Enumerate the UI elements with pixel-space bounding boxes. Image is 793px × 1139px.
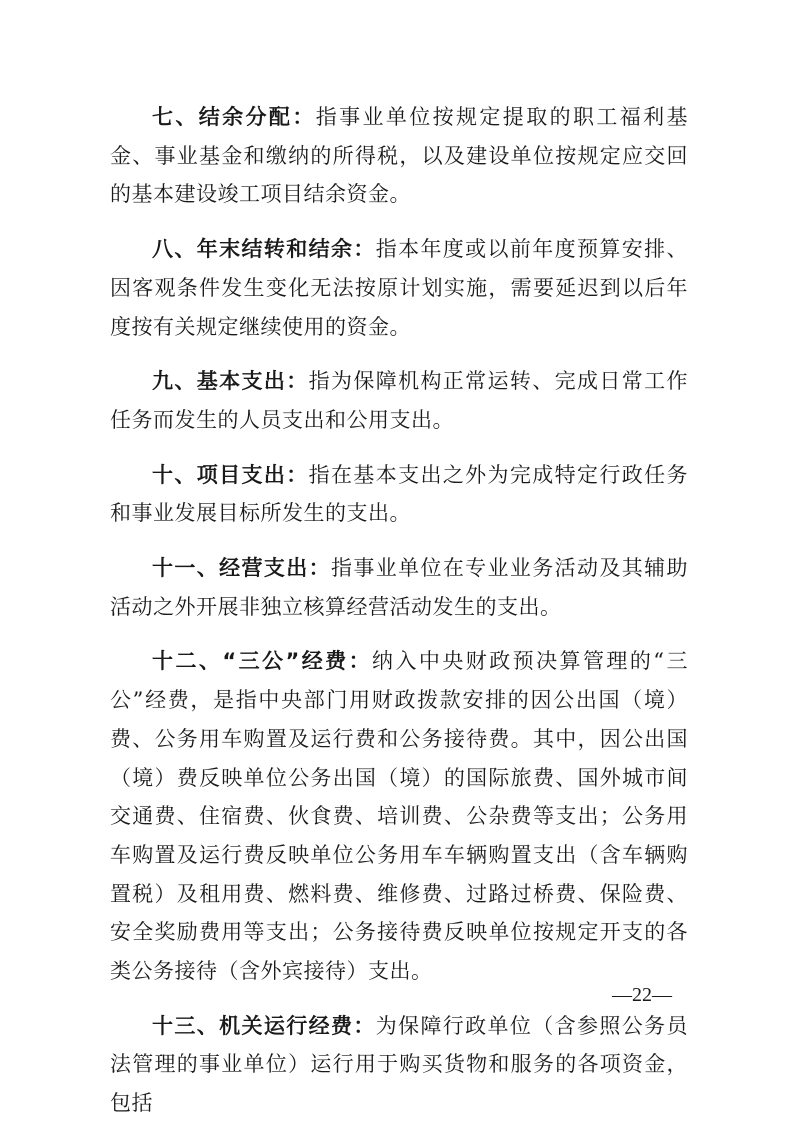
term-heading: 十、项目支出： — [152, 462, 309, 487]
term-heading: 七、结余分配： — [152, 105, 316, 129]
term-definition: 指事业单位在专业业务活动及其辅助活动之外开展非独立核算经营活动发生的支出。 — [110, 556, 689, 619]
term-heading: 十二、“三公”经费： — [152, 649, 373, 674]
term-definition: 纳入中央财政预决算管理的“三公”经费，是指中央部门用财政拨款安排的因公出国（境）费、公务用车购置及运行费和公务接待费。其中，因公出国（境）费反映单位公务出国（境）的国际旅费、国外城市间交通费、住宿费、伙食费、培训费、公杂费等支出；公务用车购置及运行费反映单位公务用车车辆购置支出（含车辆购置税）及租用费、燃料费、维修费、过路过桥费、保险费、安全奖励费用等支出；公务接待费反映单位按规定开支的各类公务接待（含外宾接待）支出。 — [110, 649, 688, 984]
term-definition: 指为保障机构正常运转、完成日常工作任务而发生的人员支出和公用支出。 — [110, 369, 689, 432]
paragraph-year-end-carryover — [110, 230, 688, 346]
page-number: —22— — [612, 984, 672, 1006]
document-body — [110, 98, 688, 1139]
term-heading: 八、年末结转和结余： — [152, 237, 376, 262]
paragraph-project-expenditure — [110, 456, 688, 533]
paragraph-three-public-expenses — [110, 642, 688, 990]
term-heading: 十一、经营支出： — [152, 556, 331, 581]
paragraph-surplus-distribution — [110, 98, 688, 214]
term-heading: 十三、机关运行经费： — [152, 1013, 376, 1038]
paragraph-operating-expenditure — [110, 549, 688, 626]
term-definition: 为保障行政单位（含参照公务员法管理的事业单位）运行用于购买货物和服务的各项资金，包括 — [110, 1013, 689, 1116]
paragraph-basic-expenditure — [110, 362, 688, 439]
paragraph-agency-operating-funds — [110, 1007, 688, 1123]
term-definition: 指在基本支出之外为完成特定行政任务和事业发展目标所发生的支出。 — [110, 462, 689, 526]
term-heading: 九、基本支出： — [152, 369, 309, 394]
term-definition: 指本年度或以前年度预算安排、因客观条件发生变化无法按原计划实施，需要延迟到以后年度按有关规定继续使用的资金。 — [110, 237, 689, 339]
term-definition: 指事业单位按规定提取的职工福利基金、事业基金和缴纳的所得税，以及建设单位按规定应交回的基本建设竣工项目结余资金。 — [110, 105, 689, 207]
